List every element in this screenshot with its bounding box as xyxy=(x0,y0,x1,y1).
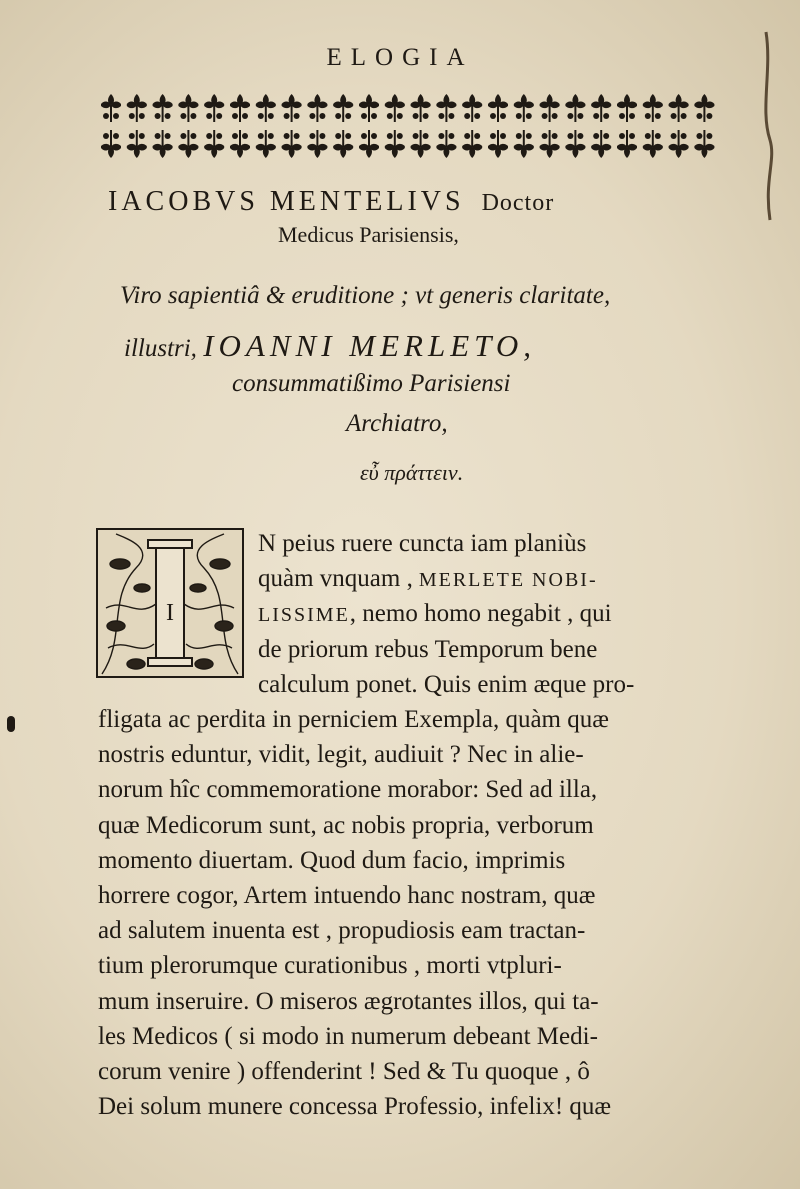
page-edge-stain xyxy=(740,30,780,230)
fleuron-glyph xyxy=(669,130,689,158)
body-line-pre: calculum ponet. Quis enim æque pro- xyxy=(258,670,635,698)
fleuron-glyph xyxy=(101,94,121,122)
body-line xyxy=(98,952,562,981)
fleuron-ornament-band xyxy=(96,90,720,162)
body-line xyxy=(98,882,595,911)
dedication-line-1: Viro sapientiâ & eruditione ; vt generis claritate, xyxy=(120,282,611,309)
body-line xyxy=(98,1093,611,1122)
fleuron-glyph xyxy=(643,130,663,158)
dedication-illustri: illustri, xyxy=(124,335,197,362)
fleuron-glyph xyxy=(307,94,327,122)
body-line xyxy=(98,741,584,770)
body-line xyxy=(98,706,609,735)
fleuron-glyph xyxy=(256,130,276,158)
body-line xyxy=(98,812,594,841)
fleuron-glyph xyxy=(204,130,224,158)
fleuron-glyph xyxy=(591,94,611,122)
fleuron-glyph xyxy=(230,94,250,122)
fleuron-glyph xyxy=(643,94,663,122)
body-line xyxy=(98,776,597,805)
body-line-pre: quàm vnquam , xyxy=(258,565,413,593)
fleuron-glyph xyxy=(359,94,379,122)
body-line xyxy=(98,1023,598,1052)
fleuron-glyph xyxy=(256,94,276,122)
greek-greeting: εὖ πράττειν. xyxy=(360,460,464,485)
heading-author xyxy=(108,186,708,218)
fleuron-glyph xyxy=(436,130,456,158)
fleuron-glyph xyxy=(282,94,302,122)
fleuron-glyph xyxy=(411,94,431,122)
fleuron-glyph xyxy=(333,94,353,122)
ink-blot xyxy=(7,716,15,732)
dedication-line-4: Archiatro, xyxy=(346,410,448,437)
fleuron-glyph xyxy=(385,94,405,122)
body-line-sc: MERLETE NOBI- xyxy=(418,569,598,592)
fleuron-glyph xyxy=(565,130,585,158)
fleuron-glyph xyxy=(230,130,250,158)
fleuron-glyph xyxy=(514,94,534,122)
fleuron-glyph xyxy=(540,130,560,158)
body-line-pre: corum venire ) offenderint ! Sed & Tu quoque , ô xyxy=(98,1058,590,1085)
fleuron-glyph xyxy=(411,130,431,158)
body-line xyxy=(258,565,598,594)
dedication-line-2 xyxy=(124,328,536,364)
dedicatee-name: IOANNI MERLETO, xyxy=(203,328,536,363)
body-line-pre: de priorum rebus Temporum bene xyxy=(258,635,598,663)
fleuron-glyph xyxy=(669,94,689,122)
dedication-line-3: consummatißimo Parisiensi xyxy=(232,370,511,397)
fleuron-glyph xyxy=(694,94,714,122)
fleuron-glyph xyxy=(488,130,508,158)
body-line xyxy=(258,530,586,559)
fleuron-glyph xyxy=(514,130,534,158)
fleuron-glyph xyxy=(101,130,121,158)
fleuron-glyph xyxy=(127,130,147,158)
body-line-sc: LISSIME xyxy=(258,604,350,627)
body-line-pre: tium plerorumque curationibus , morti vtpluri- xyxy=(98,952,562,980)
fleuron-glyph xyxy=(153,130,173,158)
body-line-pre: nostris eduntur, vidit, legit, audiuit ? Nec in alie- xyxy=(98,741,584,769)
body-line-pre: Dei solum munere concessa Professio, infelix! quæ xyxy=(98,1093,612,1121)
decorated-initial xyxy=(96,528,244,678)
fleuron-glyph xyxy=(540,94,560,122)
body-line xyxy=(258,600,612,629)
body-line-pre: norum hîc commemoratione morabor: Sed ad illa, xyxy=(98,776,598,804)
body-line-pre: momento diuertam. Quod dum facio, imprimis xyxy=(98,846,566,874)
drop-cap-letter: I xyxy=(166,600,174,626)
body-line xyxy=(258,636,597,665)
fleuron-glyph xyxy=(436,94,456,122)
body-line-pre: N peius ruere cuncta iam planiùs xyxy=(258,530,587,557)
fleuron-glyph xyxy=(333,130,353,158)
body-line xyxy=(98,847,565,876)
body-line-pre: ad salutem inuenta est , propudiosis eam tractan- xyxy=(98,917,586,945)
body-line xyxy=(98,917,585,946)
fleuron-glyph xyxy=(462,130,482,158)
fleuron-glyph xyxy=(153,94,173,122)
fleuron-glyph xyxy=(617,94,637,122)
author-subtitle: Medicus Parisiensis, xyxy=(278,222,459,247)
body-line-pre: mum inseruire. O miseros ægrotantes illos, qui ta- xyxy=(98,987,599,1015)
fleuron-glyph xyxy=(204,94,224,122)
body-line-post: , nemo homo negabit , qui xyxy=(349,600,612,628)
fleuron-glyph xyxy=(488,94,508,122)
author-title: Doctor xyxy=(481,190,555,216)
fleuron-glyph xyxy=(127,94,147,122)
body-line xyxy=(258,671,634,700)
fleuron-glyph xyxy=(565,94,585,122)
body-line-pre: les Medicos ( si modo in numerum debeant Medi- xyxy=(98,1022,598,1050)
fleuron-glyph xyxy=(617,130,637,158)
fleuron-glyph xyxy=(694,130,714,158)
body-line-pre: quæ Medicorum sunt, ac nobis propria, verborum xyxy=(98,811,594,839)
fleuron-glyph xyxy=(385,130,405,158)
author-name: IACOBVS MENTELIVS xyxy=(108,186,465,217)
fleuron-glyph xyxy=(462,94,482,122)
body-line-pre: horrere cogor, Artem intuendo hanc nostram, quæ xyxy=(98,882,596,909)
fleuron-glyph xyxy=(178,130,198,158)
fleuron-glyph xyxy=(282,130,302,158)
fleuron-glyph xyxy=(178,94,198,122)
fleuron-glyph xyxy=(307,130,327,158)
body-line xyxy=(98,1058,590,1087)
fleuron-glyph xyxy=(591,130,611,158)
body-line-pre: fligata ac perdita in perniciem Exempla, quàm quæ xyxy=(98,706,609,733)
running-head: ELOGIA xyxy=(326,44,474,71)
body-line xyxy=(98,988,599,1017)
fleuron-glyph xyxy=(359,130,379,158)
